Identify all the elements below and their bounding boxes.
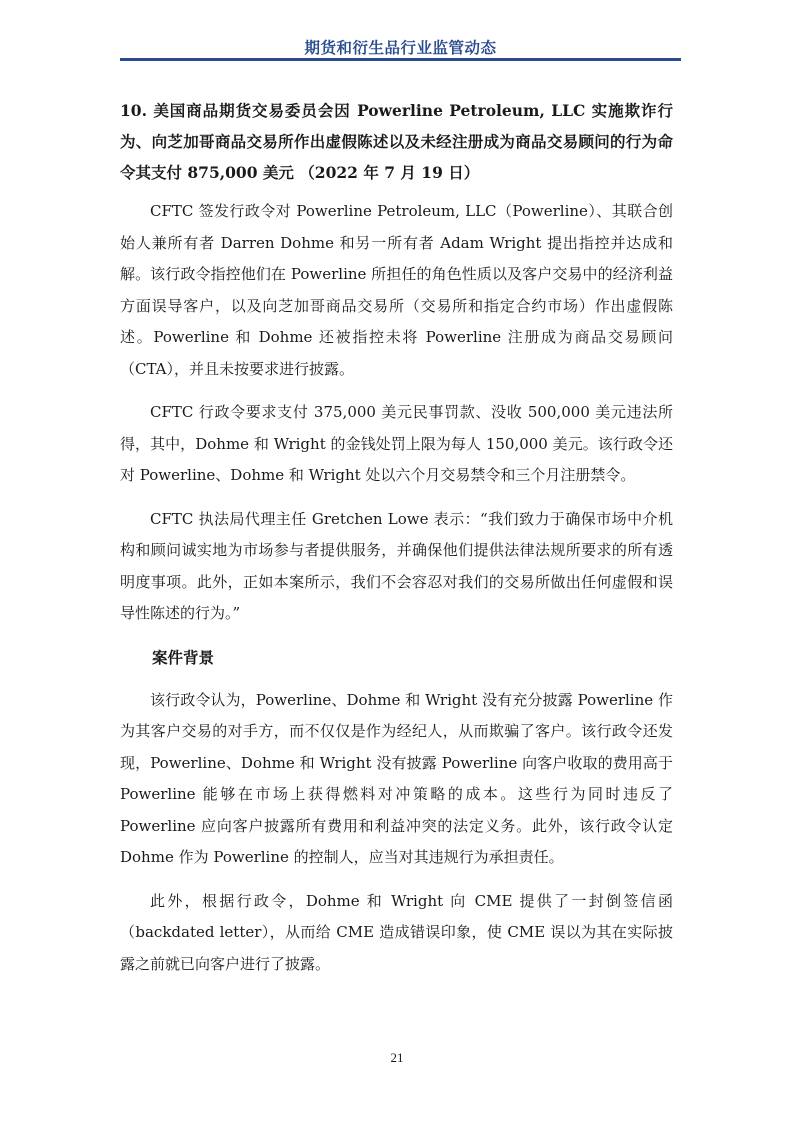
page-number: 21 [390, 1050, 404, 1065]
paragraph: 该行政令认为，Powerline、Dohme 和 Wright 没有充分披露 Powerline 作为其客户交易的对手方，而不仅仅是作为经纪人，从而欺骗了客户。该行政令还发现，Powerline、Dohme 和 Wright 没有披露 Powerline 向客户收取的费用高于 Powerline 能够在市场上获得燃料对冲策略的成本。这些行为同时违反了 Powerline 应向客户披露所有费用和利益冲突的法定义务。此外，该行政令认定 Dohme 作为 Powerline 的控制人，应当对其违规行为承担责任。 [120, 690, 673, 866]
paragraph: CFTC 执法局代理主任 Gretchen Lowe 表示：“我们致力于确保市场中介机构和顾问诚实地为市场参与者提供服务，并确保他们提供法律法规所要求的所有透明度事项。此外，正如本案所示，我们不会容忍对我们的交易所做出任何虚假和误导性陈述的行为。” [120, 509, 673, 622]
paragraph: CFTC 签发行政令对 Powerline Petroleum, LLC（Powerline）、其联合创始人兼所有者 Darren Dohme 和另一所有者 Adam Wright 提出指控并达成和解。该行政令指控他们在 Powerline 所担任的角色性质以及客户交易中的经济利益方面误导客户，以及向芝加哥商品交易所（交易所和指定合约市场）作出虚假陈述。Powerline 和 Dohme 还被指控未将 Powerline 注册成为商品交易顾问（CTA），并且未按要求进行披露。 [120, 202, 673, 378]
page-header-title: 期货和衍生品行业监管动态 [304, 39, 497, 57]
section-subheading: 案件背景 [152, 647, 215, 667]
article-heading: 10. 美国商品期货交易委员会因 Powerline Petroleum, LLC 实施欺诈行为、向芝加哥商品交易所作出虚假陈述以及未经注册成为商品交易顾问的行为命令其支付 875,000 美元 （2022 年 7 月 19 日） [120, 101, 673, 182]
paragraph: CFTC 行政令要求支付 375,000 美元民事罚款、没收 500,000 美元违法所得，其中，Dohme 和 Wright 的金钱处罚上限为每人 150,000 美元。该行政令还对 Powerline、Dohme 和 Wright 处以六个月交易禁令和三个月注册禁令。 [120, 403, 673, 484]
paragraph: 此外，根据行政令，Dohme 和 Wright 向 CME 提供了一封倒签信函（backdated letter），从而给 CME 造成错误印象，使 CME 误以为其在实际披露之前就已向客户进行了披露。 [120, 891, 673, 973]
header-rule [120, 58, 681, 61]
article-body [120, 95, 673, 992]
